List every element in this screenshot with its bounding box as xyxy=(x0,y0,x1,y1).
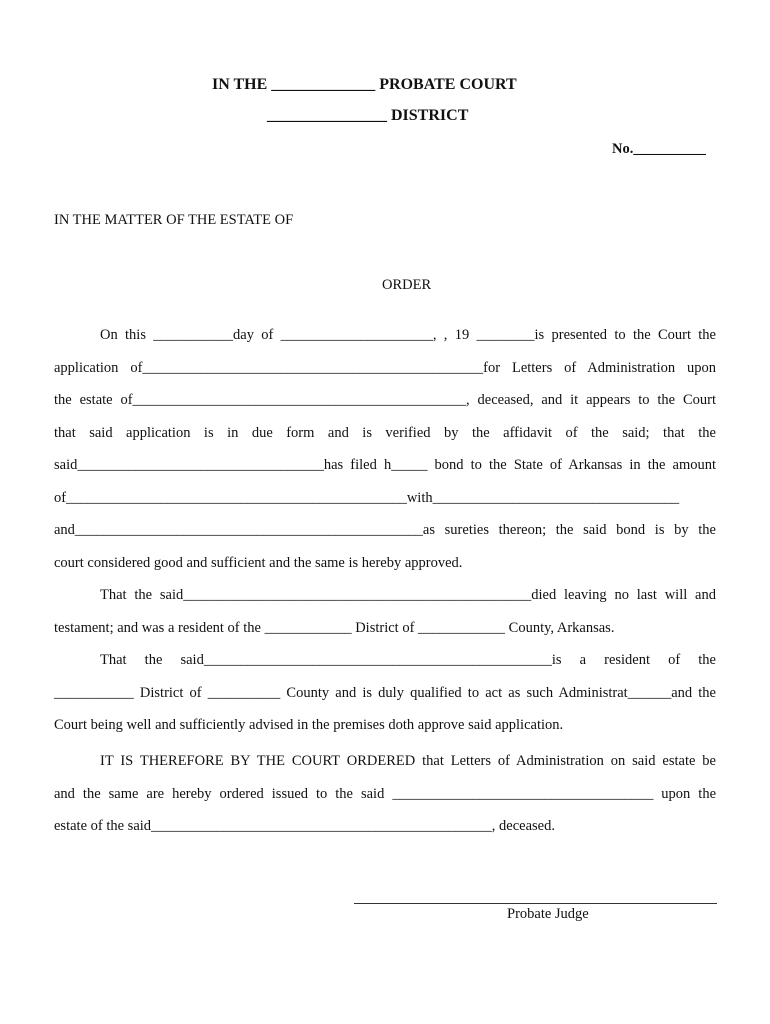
district-heading: _______________ DISTRICT xyxy=(267,107,469,124)
body-line: said__________________________________has filed h_____ bond to the State of Arkansas in the amount xyxy=(54,457,716,473)
body-line: and________________________________________________as sureties thereon; the said bond is by the xyxy=(54,522,716,538)
body-line: On this ___________day of _____________________, , 19 ________is presented to the Court the xyxy=(100,327,716,343)
body-line: and the same are hereby ordered issued to the said ____________________________________ upon the xyxy=(54,786,716,802)
body-line: application of_______________________________________________for Letters of Administration upon xyxy=(54,360,716,376)
body-line: That the said________________________________________________died leaving no last will and xyxy=(100,587,716,603)
body-line: estate of the said_______________________________________________, deceased. xyxy=(54,818,555,834)
body-line: That the said________________________________________________is a resident of the xyxy=(100,652,716,668)
body-line: testament; and was a resident of the ____________ District of ____________ County, Arkansas. xyxy=(54,620,615,636)
signature-line xyxy=(354,903,717,904)
signature-label: Probate Judge xyxy=(507,906,589,922)
document-title: ORDER xyxy=(382,277,432,293)
body-line: court considered good and sufficient and the same is hereby approved. xyxy=(54,555,463,571)
body-line: of_______________________________________________with__________________________________ xyxy=(54,490,680,506)
body-line: the estate of______________________________________________, deceased, and it appears to the Court xyxy=(54,392,716,408)
body-line: IT IS THEREFORE BY THE COURT ORDERED that Letters of Administration on said estate be xyxy=(100,753,716,769)
case-number: No.__________ xyxy=(612,141,706,157)
estate-caption: IN THE MATTER OF THE ESTATE OF xyxy=(54,212,294,228)
body-line: that said application is in due form and is verified by the affidavit of the said; that the xyxy=(54,425,716,441)
body-line: Court being well and sufficiently advised in the premises doth approve said application. xyxy=(54,717,564,733)
court-heading: IN THE _____________ PROBATE COURT xyxy=(212,76,517,93)
body-line: ___________ District of __________ County and is duly qualified to act as such Administrat______and the xyxy=(54,685,716,701)
